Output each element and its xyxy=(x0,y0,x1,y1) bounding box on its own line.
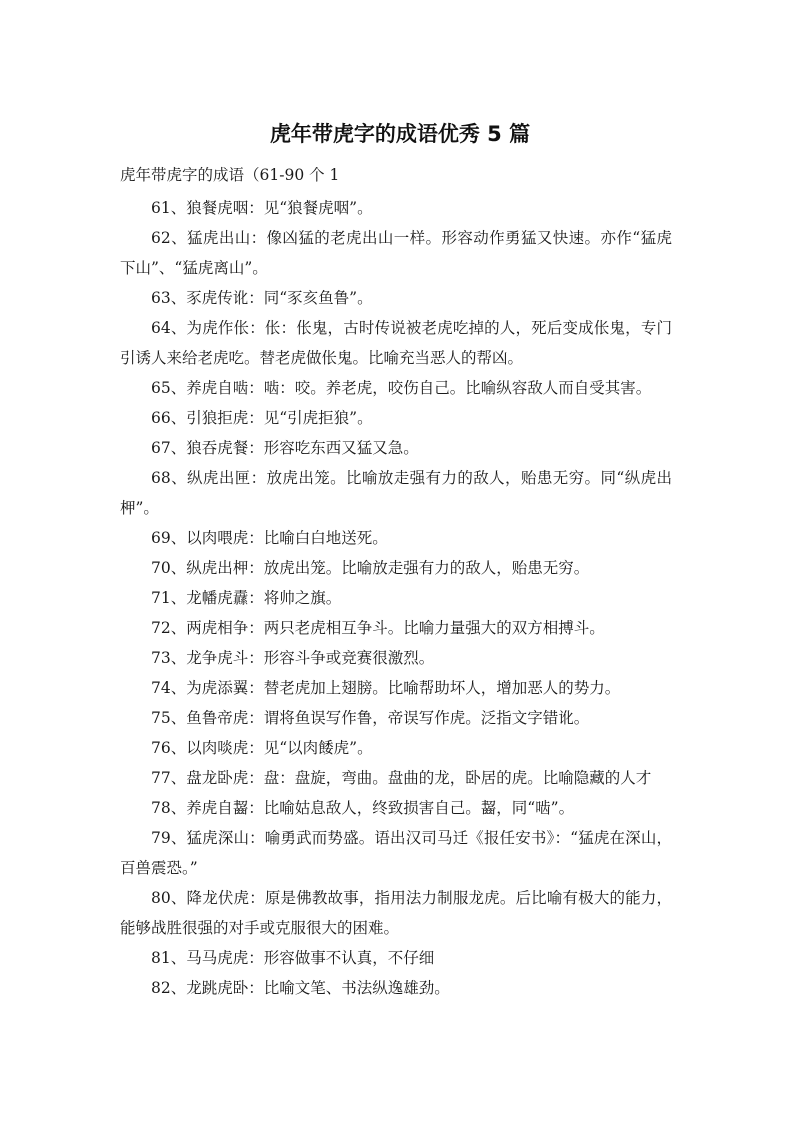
idiom-entry: 64、为虎作伥：伥：伥鬼，古时传说被老虎吃掉的人，死后变成伥鬼，专门引诱人来给老虎吃。替老虎做伥鬼。比喻充当恶人的帮凶。 xyxy=(120,319,672,367)
idiom-entry: 79、猛虎深山：喻勇武而势盛。语出汉司马迁《报任安书》：“猛虎在深山，百兽震恐。” xyxy=(120,829,672,877)
idiom-entry: 82、龙跳虎卧：比喻文笔、书法纵逸雄劲。 xyxy=(151,979,450,997)
intro-line: 虎年带虎字的成语（61-90 个 1 xyxy=(120,166,340,184)
idiom-entry: 78、养虎自齧：比喻姑息敌人，终致损害自己。齧，同“啮”。 xyxy=(151,799,575,817)
idiom-entry: 81、马马虎虎：形容做事不认真，不仔细 xyxy=(151,949,435,967)
idiom-entry: 72、两虎相争：两只老虎相互争斗。比喻力量强大的双方相搏斗。 xyxy=(151,619,605,637)
idiom-entry: 70、纵虎出柙：放虎出笼。比喻放走强有力的敌人，贻患无穷。 xyxy=(151,559,590,577)
idiom-entry: 62、猛虎出山：像凶猛的老虎出山一样。形容动作勇猛又快速。亦作“猛虎下山”、“猛虎离山”。 xyxy=(120,229,672,277)
idiom-entry: 73、龙争虎斗：形容斗争或竞赛很激烈。 xyxy=(151,649,435,667)
idiom-entry: 68、纵虎出匣：放虎出笼。比喻放走强有力的敌人，贻患无穷。同“纵虎出柙”。 xyxy=(120,469,672,517)
idiom-entry: 80、降龙伏虎：原是佛教故事，指用法力制服龙虎。后比喻有极大的能力，能够战胜很强的对手或克服很大的困难。 xyxy=(120,889,672,937)
idiom-entry: 65、养虎自啮：啮：咬。养老虎，咬伤自己。比喻纵容敌人而自受其害。 xyxy=(151,379,652,397)
idiom-entry: 69、以肉喂虎：比喻白白地送死。 xyxy=(151,529,388,547)
idiom-entry: 67、狼吞虎餐：形容吃东西又猛又急。 xyxy=(151,439,419,457)
idiom-entry: 76、以肉啖虎：见“以肉餧虎”。 xyxy=(151,739,373,757)
idiom-entry: 63、豕虎传讹：同“豕亥鱼鲁”。 xyxy=(151,289,373,307)
idiom-list xyxy=(120,193,672,1003)
idiom-entry: 77、盘龙卧虎：盘：盘旋，弯曲。盘曲的龙，卧居的虎。比喻隐藏的人才 xyxy=(151,769,652,787)
idiom-entry: 74、为虎添翼：替老虎加上翅膀。比喻帮助坏人，增加恶人的势力。 xyxy=(151,679,621,697)
idiom-entry: 66、引狼拒虎：见“引虎拒狼”。 xyxy=(151,409,373,427)
idiom-entry: 71、龙幡虎纛：将帅之旗。 xyxy=(151,589,342,607)
document-title: 虎年带虎字的成语优秀 5 篇 xyxy=(269,122,531,146)
idiom-entry: 61、狼餐虎咽：见“狼餐虎咽”。 xyxy=(151,199,373,217)
idiom-entry: 75、鱼鲁帝虎：谓将鱼误写作鲁，帝误写作虎。泛指文字错讹。 xyxy=(151,709,590,727)
